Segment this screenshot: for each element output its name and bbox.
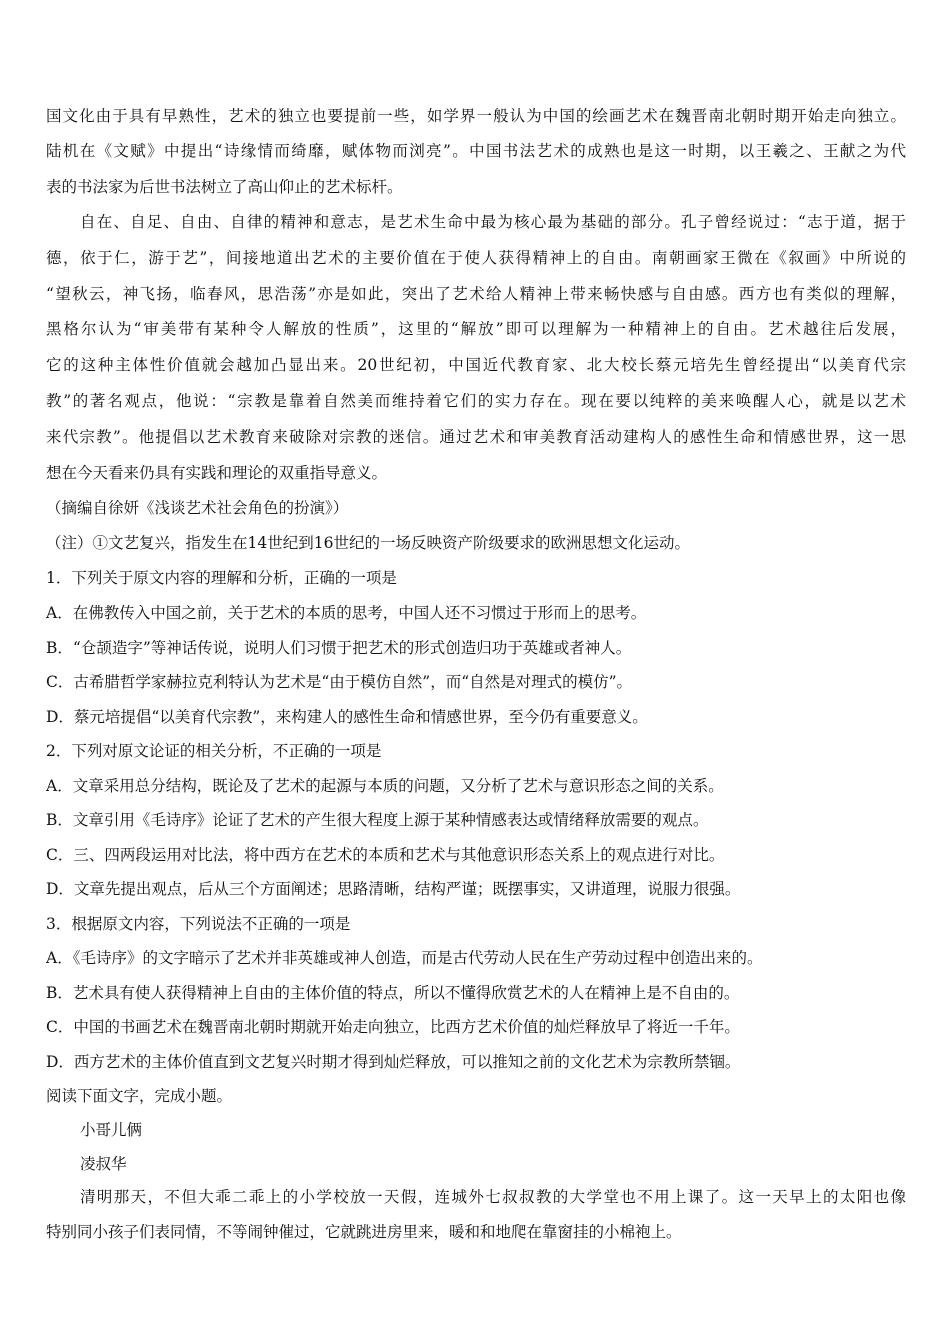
passage-line: 想在今天看来仍具有实践和理论的双重指导意义。 xyxy=(46,464,388,482)
option-d: D．西方艺术的主体价值直到文艺复兴时期才得到灿烂释放，可以推知之前的文化艺术为宗教所禁锢。 xyxy=(46,1053,741,1071)
passage-line: 教”的著名观点，他说：“宗教是靠着自然美而维持着它们的实力存在。现在要以纯粹的美来唤醒人心，就是以艺术 xyxy=(46,392,906,410)
option-c: C．中国的书画艺术在魏晋南北朝时期就开始走向独立，比西方艺术价值的灿烂释放早了将近一千年。 xyxy=(46,1018,740,1036)
passage-line: 德，依于仁，游于艺”，间接地道出艺术的主要价值在于使人获得精神上的自由。南朝画家王微在《叙画》中所说的 xyxy=(46,249,906,267)
option-b: B．“仓颉造字”等神话传说，说明人们习惯于把艺术的形式创造归功于英雄或者神人。 xyxy=(46,639,632,657)
passage-line: 来代宗教”。他提倡以艺术教育来破除对宗教的迷信。通过艺术和审美教育活动建构人的感性生命和情感世界，这一思 xyxy=(46,428,906,446)
option-d: D．文章先提出观点，后从三个方面阐述；思路清晰，结构严谨；既摆事实，又讲道理，说服力很强。 xyxy=(46,880,741,898)
passage-line: 它的这种主体性价值就会越加凸显出来。20世纪初，中国近代教育家、北大校长蔡元培先生曾经提出“以美育代宗 xyxy=(46,356,906,374)
question-stem: 3．根据原文内容，下列说法不正确的一项是 xyxy=(46,915,351,933)
option-d: D．蔡元培提倡“以美育代宗教”，来构建人的感性生命和情感世界，至今仍有重要意义。 xyxy=(46,708,648,726)
footnote: （注）①文艺复兴，指发生在14世纪到16世纪的一场反映资产阶级要求的欧洲思想文化运动。 xyxy=(46,534,690,552)
story-line: 清明那天，不但大乖二乖上的小学校放一天假，连城外七叔叔教的大学堂也不用上课了。这一天早上的太阳也像 xyxy=(80,1188,906,1206)
question-stem: 1．下列关于原文内容的理解和分析，正确的一项是 xyxy=(46,569,397,587)
source-citation: （摘编自徐妍《浅谈艺术社会角色的扮演》） xyxy=(46,499,349,517)
passage-line: 陆机在《文赋》中提出“诗缘情而绮靡，赋体物而浏亮”。中国书法艺术的成熟也是这一时期，以王羲之、王献之为代 xyxy=(46,142,906,160)
option-c: C．三、四两段运用对比法，将中西方在艺术的本质和艺术与其他意识形态关系上的观点进行对比。 xyxy=(46,846,725,864)
passage-line: 国文化由于具有早熟性，艺术的独立也要提前一些，如学界一般认为中国的绘画艺术在魏晋南北朝时期开始走向独立。 xyxy=(46,107,906,125)
passage-line: 黑格尔认为“审美带有某种令人解放的性质”，这里的“解放”即可以理解为一种精神上的自由。艺术越往后发展， xyxy=(46,320,906,338)
story-author: 凌叔华 xyxy=(80,1155,127,1173)
passage-line: 自在、自足、自由、自律的精神和意志，是艺术生命中最为核心最为基础的部分。孔子曾经说过：“志于道，据于 xyxy=(80,213,906,231)
option-c: C．古希腊哲学家赫拉克利特认为艺术是“由于模仿自然”，而“自然是对理式的模仿”。 xyxy=(46,673,633,691)
reading-instruction: 阅读下面文字，完成小题。 xyxy=(46,1087,233,1105)
question-stem: 2．下列对原文论证的相关分析，不正确的一项是 xyxy=(46,742,382,760)
option-a: A．文章采用总分结构，既论及了艺术的起源与本质的问题，又分析了艺术与意识形态之间的关系。 xyxy=(46,777,724,795)
option-b: B．艺术具有使人获得精神上自由的主体价值的特点，所以不懂得欣赏艺术的人在精神上是不自由的。 xyxy=(46,984,740,1002)
story-line: 特别同小孩子们表同情，不等闹钟催过，它就跳进房里来，暖和和地爬在靠窗挂的小棉袍上。 xyxy=(46,1223,682,1241)
option-a: A．在佛教传入中国之前，关于艺术的本质的思考，中国人还不习惯过于形而上的思考。 xyxy=(46,604,647,622)
story-title: 小哥儿俩 xyxy=(80,1121,143,1139)
option-b: B．文章引用《毛诗序》论证了艺术的产生很大程度上源于某种情感表达或情绪释放需要的观点。 xyxy=(46,811,709,829)
passage-line: 表的书法家为后世书法树立了高山仰止的艺术标杆。 xyxy=(46,178,403,196)
option-a: A．《毛诗序》的文字暗示了艺术并非英雄或神人创造，而是古代劳动人民在生产劳动过程中创造出来的。 xyxy=(46,949,763,967)
passage-line: “望秋云，神飞扬，临春风，思浩荡”亦是如此，突出了艺术给人精神上带来畅快感与自由感。西方也有类似的理解， xyxy=(46,285,906,303)
